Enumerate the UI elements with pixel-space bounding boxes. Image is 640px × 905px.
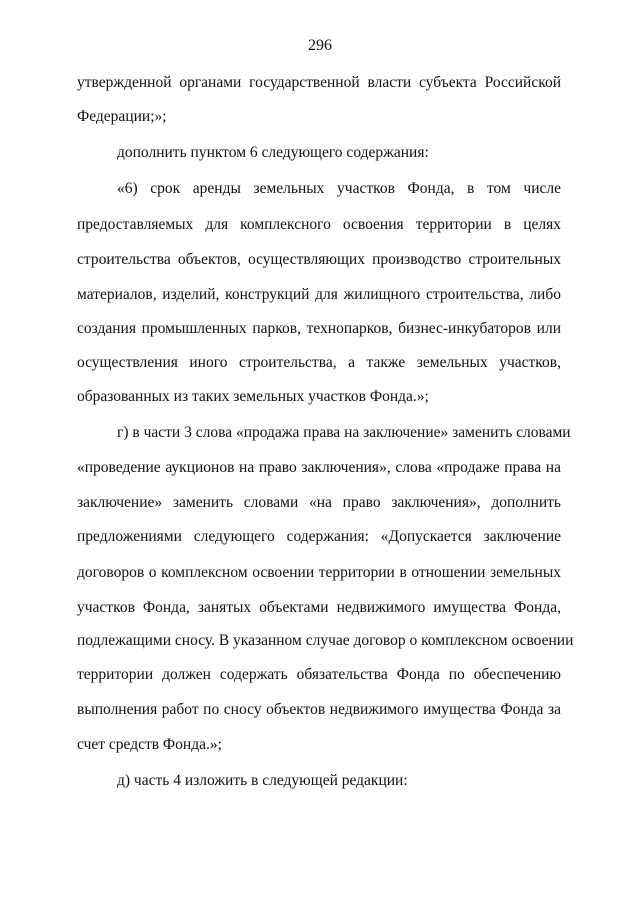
text-line: строительства объектов, осуществляющих производство строительных (77, 251, 561, 268)
text-line: образованных из таких земельных участков Фонда.»; (77, 388, 429, 405)
text-line: Федерации;»; (77, 108, 167, 125)
text-line: счет средств Фонда.»; (77, 736, 222, 753)
text-line: материалов, изделий, конструкций для жилищного строительства, либо (77, 286, 561, 303)
text-line: предоставляемых для комплексного освоения территории в целях (77, 216, 561, 233)
text-line: заключение» заменить словами «на право заключения», дополнить (77, 494, 561, 511)
text-line: участков Фонда, занятых объектами недвижимого имущества Фонда, (77, 599, 561, 616)
text-line: г) в части 3 слова «продажа права на заключение» заменить словами (117, 424, 571, 441)
text-line: д) часть 4 изложить в следующей редакции: (117, 772, 408, 789)
text-line: «6) срок аренды земельных участков Фонда, в том числе (117, 180, 561, 197)
text-line: создания промышленных парков, технопарков, бизнес-инкубаторов или (77, 320, 561, 337)
page-number: 296 (308, 37, 332, 54)
text-line: осуществления иного строительства, а также земельных участков, (77, 354, 561, 371)
text-line: предложениями следующего содержания: «Допускается заключение (77, 528, 561, 545)
text-line: подлежащими сносу. В указанном случае договор о комплексном освоении (77, 632, 574, 649)
text-line: «проведение аукционов на право заключения», слова «продаже права на (77, 459, 561, 476)
text-line: дополнить пунктом 6 следующего содержания: (117, 144, 429, 161)
text-line: договоров о комплексном освоении территории в отношении земельных (77, 564, 561, 581)
text-line: выполнения работ по сносу объектов недвижимого имущества Фонда за (77, 701, 561, 718)
text-line: территории должен содержать обязательства Фонда по обеспечению (77, 666, 561, 683)
text-line: утвержденной органами государственной власти субъекта Российской (77, 74, 561, 91)
